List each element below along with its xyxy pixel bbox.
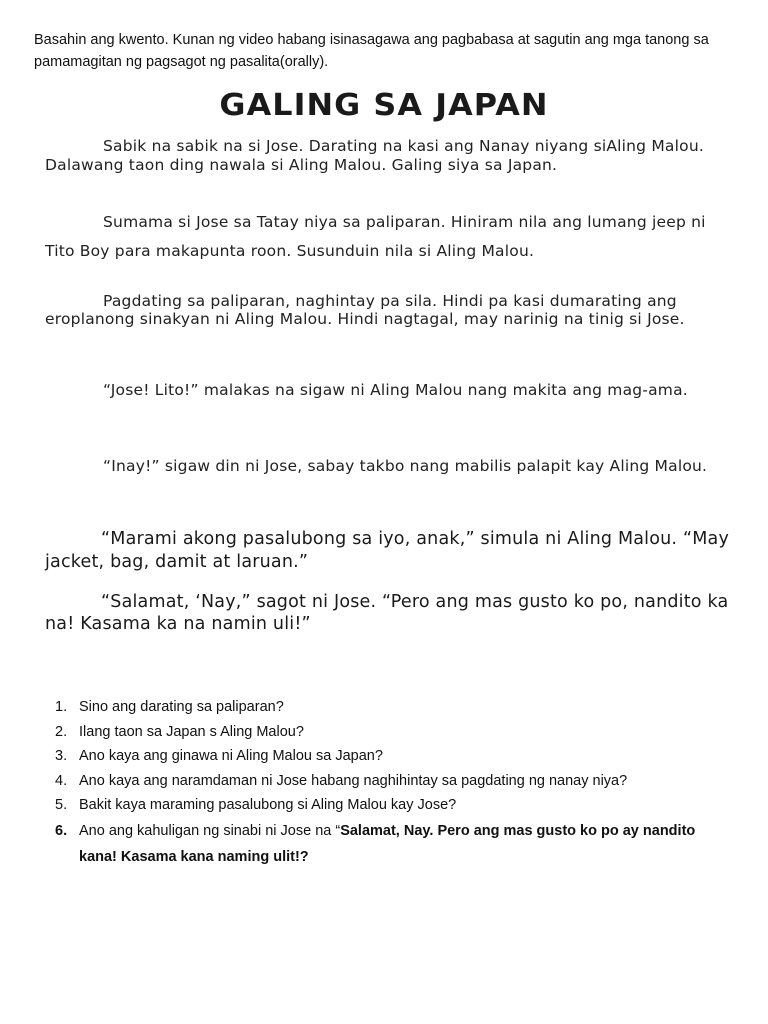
question-item xyxy=(55,720,719,745)
question-item xyxy=(55,793,719,818)
story-paragraph-4: “Jose! Lito!” malakas na sigaw ni Aling Malou nang makita ang mag-ama. xyxy=(103,381,688,399)
story-title: GALING SA JAPAN xyxy=(219,88,549,123)
question-number: 1. xyxy=(55,699,68,715)
question-number: 2. xyxy=(55,723,68,740)
question-text: Bakit kaya maraming pasalubong si Aling Malou kay Jose? xyxy=(79,797,457,814)
question-item xyxy=(55,769,719,794)
question-text: Ilang taon sa Japan s Aling Malou? xyxy=(79,723,304,740)
question-number: 5. xyxy=(55,797,68,814)
story-paragraph-3: Pagdating sa paliparan, naghintay pa sila. Hindi pa kasi dumarating ang eroplanong sinakyan ni Aling Malou. Hindi nagtagal, may narinig na tinig si Jose. xyxy=(45,292,685,328)
story-paragraph-6: “Marami akong pasalubong sa iyo, anak,” simula ni Aling Malou. “May jacket, bag, damit at laruan.” xyxy=(45,529,730,572)
story-paragraph-1: Sabik na sabik na si Jose. Darating na kasi ang Nanay niyang siAling Malou. Dalawang taon ding nawala si Aling Malou. Galing siya sa Japan. xyxy=(45,137,704,174)
question-item xyxy=(55,818,719,870)
question-text: Ano kaya ang ginawa ni Aling Malou sa Japan? xyxy=(79,748,383,765)
question-text: Ano ang kahuligan ng sinabi ni Jose na “ xyxy=(79,822,341,839)
question-number: 4. xyxy=(55,772,68,789)
question-item xyxy=(55,744,719,769)
question-number: 3. xyxy=(55,748,68,765)
story-paragraph-7: “Salamat, ‘Nay,” sagot ni Jose. “Pero ang mas gusto ko po, nandito ka na! Kasama ka na namin uli!” xyxy=(45,592,729,634)
question-text: Sino ang darating sa paliparan? xyxy=(79,699,284,715)
question-list xyxy=(55,695,719,870)
question-text: Ano kaya ang naramdaman ni Jose habang naghihintay sa pagdating ng nanay niya? xyxy=(79,772,628,789)
story-paragraph-5: “Inay!” sigaw din ni Jose, sabay takbo nang mabilis palapit kay Aling Malou. xyxy=(103,457,708,475)
question-item xyxy=(55,695,719,720)
story-paragraph-2: Sumama si Jose sa Tatay niya sa paliparan. Hiniram nila ang lumang jeep ni Tito Boy para makapunta roon. Susunduin nila si Aling Malou. xyxy=(45,213,706,260)
instructions-text: Basahin ang kwento. Kunan ng video habang isinasagawa ang pagbabasa at sagutin ang mga tanong sa pamamagitan ng pagsagot ng pasalita(orally). xyxy=(34,32,709,70)
question-number: 6. xyxy=(55,822,68,839)
question-quote-bold: Salamat, Nay. Pero ang mas gusto ko po ay nandito kana! Kasama kana naming ulit!? xyxy=(79,822,696,865)
